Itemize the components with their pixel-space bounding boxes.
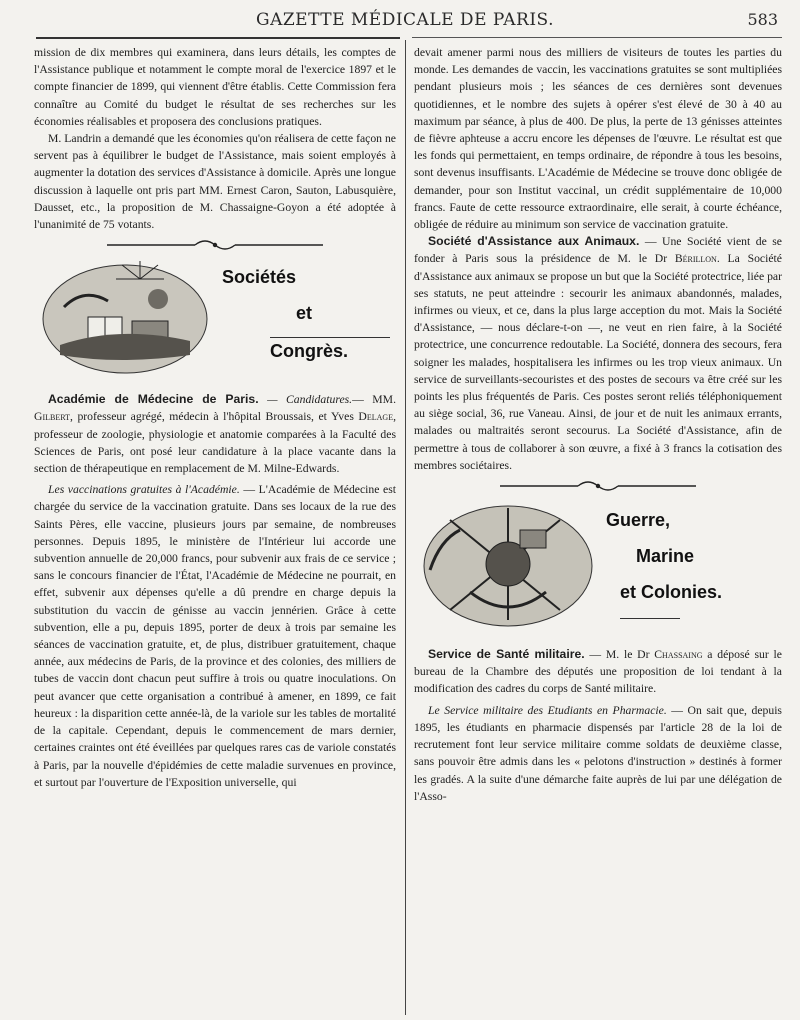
paragraph: M. Landrin a demandé que les économies qu'on réalisera de cette façon ne servent pas à équilibrer le budget de l'Assistance, mais soient employés à augmenter la dotation des services d'Assistance à domicile. Après une longue discussion à laquelle ont pris part MM. Ernest Caron, Sauton, Labusquière, Dausset, etc., la proposition de M. Chassaigne-Goyon a été adoptée à l'unanimité de 75 votants. (34, 132, 396, 232)
emblem-trophy-icon (420, 500, 600, 632)
ornament-divider (498, 480, 698, 492)
vignette-line-2: et (296, 303, 313, 324)
person-name: Delage (358, 410, 394, 424)
section-subheading: — Candidatures. (267, 393, 353, 407)
section-heading: Société d'Assistance aux Animaux. (428, 234, 640, 249)
vignette-rule (270, 337, 390, 338)
section-heading: Service de Santé militaire. (428, 647, 585, 662)
person-name: Chassaing (654, 648, 703, 662)
column-divider (405, 40, 406, 1015)
vignette-line-3: et Colonies. (620, 582, 723, 603)
paragraph: mission de dix membres qui examinera, dans leurs détails, les comptes de l'Assistance publique et notamment le compte moral de l'exercice 1897 et le compte financier de 1899, qui viennent d'être établis. Cette Commission fera connaître au Comité du budget le résultat de ses recherches sur les économies réalisables et proposera des conclusions pratiques. (34, 46, 396, 128)
header-rule-right (412, 37, 782, 38)
section-vignette-societes (34, 255, 396, 381)
section-vignette-guerre (414, 496, 782, 636)
paragraph: Le Service militaire des Etudiants en Pharmacie. — On sait que, depuis 1895, les étudiants en pharmacie dispensés par l'article 28 de la loi de recrutement font leur service militaire comme soldats de deuxième classe, sans pouvoir être admis dans les « pelotons d'instruction » destinés à former les gradés. A la suite d'une démarche faite auprès de lui par une délégation de l'Asso- (414, 703, 782, 803)
left-column (34, 44, 396, 791)
header-rule (36, 37, 400, 39)
vignette-line-1: Guerre, (606, 510, 671, 531)
journal-title: GAZETTE MÉDICALE DE PARIS. (256, 10, 554, 30)
vignette-line-3: Congrès. (270, 341, 349, 362)
page-header (30, 10, 780, 34)
page-number: 583 (747, 10, 778, 29)
vignette-line-1: Sociétés (222, 267, 297, 288)
vignette-rule (620, 618, 680, 619)
vignette-line-2: Marine (636, 546, 695, 567)
paragraph: Académie de Médecine de Paris. — Candidatures.— MM. Gilbert, professeur agrégé, médecin à l'hôpital Broussais, et Yves Delage, professeur de zoologie, physiologie et anatomie comparées à la Faculté des Sciences de Paris, ont posé leur candidature à la place vacante dans la section de thérapeutique en remplacement de M. Milne-Edwards. (34, 392, 396, 476)
person-name: Bérillon (674, 252, 717, 266)
section-heading: Le Service militaire des Etudiants en Pharmacie. (428, 703, 667, 717)
ornament-divider (105, 239, 325, 251)
paragraph: Les vaccinations gratuites à l'Académie. — L'Académie de Médecine est chargée du service de la vaccination gratuite. Dans ses locaux de la rue des Saints Pères, elle vaccine, plusieurs jours par semaine, de nombreuses personnes. Depuis 1895, le ministère de l'Intérieur lui accorde une subvention annuelle de 20,000 francs, pour subvenir aux frais de ce service ; sans le concours financier de l'État, l'Académie de Médecine ne pourrait, en effet, subvenir aux dépenses qu'elle a dû prendre en charge depuis la substitution du vaccin de génisse au vaccin jennérien. Grâce à cette subvention, elle a pu, depuis 1895, porter de deux à trois par semaine les séances de vaccination gratuite, et, de plus, distribuer gratuitement, chaque année, aux médecins de Paris, de la province et des colonies, des milliers de tubes de vaccin dont chacun peut suffire à trois ou quatre inoculations. On peut avancer que cette organisation a contribué à amener, en 1899, ce fait heureux : la disparition cette année-là, de la variole sur les tables de mortalité de la capitale. Cependant, depuis le commencement de mars dernier, certaines craintes ont été éveillées par quelques rares cas de variole constatés à Paris, par la nouvelle d'épidémies de cette maladie survenues en province, et surtout par l'ouverture de l'Exposition universelle, qui (34, 483, 397, 789)
paragraph: devait amener parmi nous des milliers de visiteurs de toutes les parties du monde. Les demandes de vaccin, les vaccinations gratuites se sont multipliées pendant plusieurs mois ; les séances de ces dernières sont devenues quotidiennes, et le nombre des sujets à opérer s'est élevé de 30 à 40 au maximum par séance, à plus de 400. De plus, la perte de 13 génisses atteintes de fièvre aphteuse a accru encore les dépenses de l'œuvre. Le résultat est que les fonds qui permettaient, en temps ordinaire, de répondre à tous les besoins, sont devenus insuffisants. L'Académie de Médecine se trouve donc obligée de demander, pour son Institut vaccinal, un crédit supplémentaire de 10,000 francs. Faute de cette ressource extraordinaire, elle serait, à courte échéance, obligée de réduire au minimum son service de vaccination gratuite. (414, 46, 782, 232)
right-column (414, 44, 782, 805)
section-heading: Les vaccinations gratuites à l'Académie. (48, 483, 240, 497)
emblem-books-icon (40, 259, 210, 377)
person-name: Gilbert (34, 410, 70, 424)
paragraph: Service de Santé militaire. — M. le Dr Chassaing a déposé sur le bureau de la Chambre des députés une proposition de loi tendant à la modification des cadres du corps de Santé militaire. (414, 647, 782, 696)
paragraph: Société d'Assistance aux Animaux. — Une Société vient de se fonder à Paris sous la présidence de M. le Dr Bérillon. La Société d'Assistance aux animaux se propose un but que la Société protectrice, liée par ses statuts, ne peut atteindre : secourir les animaux abandonnés, malades, infirmes ou vieux, et ce, dans la plus large acception du mot. Mais la Société d'Assistance, — nous déclare-t-on —, ne veut en rien faire, à la Société protectrice, une concurrence redoutable. La Société, donnera des secours, fera soigner les malades, hospitalisera les infirmes ou les trop vieux animaux. Un service de surveillants-secouristes et des postes de secours va être créé sur les points les plus fréquentés de Paris. Ces postes seront reliés téléphoniquement au siège social, 36, rue Vaneau. Ainsi, de jour et de nuit les animaux errants, malades ou maltraités seront secourus. La Société d'Assistance, afin de permettre à tous de collaborer à son œuvre, a fixé à 3 francs la cotisation des membres sociétaires. (414, 234, 782, 472)
section-heading: Académie de Médecine de Paris. (48, 392, 259, 407)
